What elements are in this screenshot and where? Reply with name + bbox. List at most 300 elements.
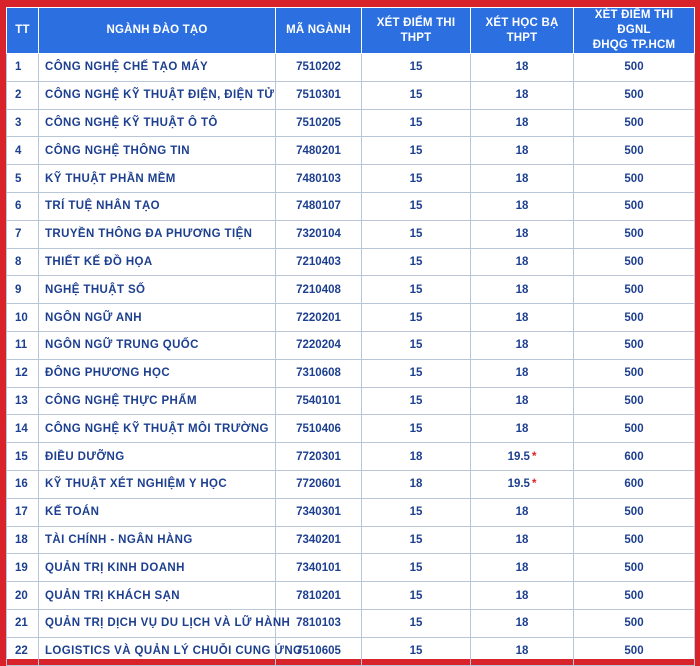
cell-tt-value: 18: [15, 533, 28, 546]
cell-tt: [7, 443, 39, 471]
cell-thpt-score: [362, 81, 471, 109]
header-dgnl-line2: ĐHQG TP.HCM: [592, 39, 676, 51]
cell-major-code: [276, 526, 362, 554]
cell-thpt-score: [362, 248, 471, 276]
cell-thpt-score: [362, 415, 471, 443]
cell-major-name-value: TRÍ TUỆ NHÂN TẠO: [45, 200, 161, 213]
cell-thpt-score-value: 15: [409, 61, 423, 74]
cell-tt-value: 8: [15, 255, 22, 268]
table-row: [7, 470, 695, 498]
cell-major-code-value: 7810201: [296, 589, 341, 602]
cell-dgnl-score-value: 500: [624, 255, 644, 268]
cell-dgnl-score: [574, 443, 695, 471]
cell-dgnl-score-value: 600: [624, 450, 644, 463]
cell-hocba-score-value: 18: [515, 144, 529, 157]
cell-hocba-score-value: 18: [515, 311, 529, 324]
cell-major-code-value: 7720301: [296, 450, 341, 463]
header-hocba-line1: XÉT HỌC BẠ: [485, 16, 559, 29]
cell-tt: [7, 498, 39, 526]
cell-hocba-score-value: 19.5: [507, 478, 530, 491]
cell-major-name: [39, 165, 276, 193]
cell-thpt-score-value: 15: [409, 200, 423, 213]
cell-dgnl-score-value: 500: [624, 422, 644, 435]
cell-tt: [7, 331, 39, 359]
cell-hocba-score-value: 18: [515, 533, 529, 546]
admission-table-frame: [6, 7, 694, 659]
cell-major-code-value: 7510605: [296, 645, 341, 658]
cell-thpt-score-value: 18: [409, 450, 423, 463]
cell-major-code: [276, 81, 362, 109]
cell-major-code-value: 7220204: [296, 339, 341, 352]
cell-major-code-value: 7340101: [296, 561, 341, 574]
cell-major-code: [276, 248, 362, 276]
cell-major-code: [276, 387, 362, 415]
cell-hocba-score: [471, 192, 574, 220]
cell-dgnl-score-value: 500: [624, 617, 644, 630]
cell-hocba-score: [471, 54, 574, 82]
cell-dgnl-score: [574, 304, 695, 332]
cell-major-name-value: CÔNG NGHỆ THÔNG TIN: [45, 144, 190, 157]
cell-tt-value: 10: [15, 311, 28, 324]
cell-tt-value: 4: [15, 144, 22, 157]
cell-hocba-score-value: 18: [515, 61, 529, 74]
cell-tt-value: 7: [15, 228, 22, 241]
cell-dgnl-score-value: 500: [624, 589, 644, 602]
cell-tt-value: 13: [15, 394, 28, 407]
cell-dgnl-score-value: 500: [624, 506, 644, 519]
cell-hocba-score-value: 18: [515, 89, 529, 102]
cell-hocba-score-value: 18: [515, 422, 529, 435]
cell-tt-value: 5: [15, 172, 22, 185]
cell-major-name: [39, 54, 276, 82]
cell-hocba-score-value: 18: [515, 116, 529, 129]
table-row: [7, 359, 695, 387]
cell-dgnl-score-value: 500: [624, 311, 644, 324]
cell-thpt-score: [362, 220, 471, 248]
cell-dgnl-score-value: 500: [624, 89, 644, 102]
cell-tt: [7, 304, 39, 332]
cell-major-code-value: 7340301: [296, 506, 341, 519]
cell-hocba-score: [471, 609, 574, 637]
cell-dgnl-score: [574, 220, 695, 248]
table-row: [7, 582, 695, 610]
cell-tt-value: 15: [15, 450, 28, 463]
table-row: [7, 637, 695, 665]
cell-thpt-score-value: 15: [409, 617, 423, 630]
cell-hocba-score: [471, 387, 574, 415]
cell-major-name-value: ĐIỀU DƯỠNG: [45, 450, 125, 463]
cell-major-name: [39, 359, 276, 387]
cell-hocba-score-value: 18: [515, 172, 529, 185]
cell-dgnl-score: [574, 415, 695, 443]
cell-dgnl-score-value: 600: [624, 478, 644, 491]
cell-major-name-value: CÔNG NGHỆ KỸ THUẬT ĐIỆN, ĐIỆN TỬ: [45, 89, 275, 102]
cell-thpt-score: [362, 554, 471, 582]
header-dgnl-score: [574, 8, 695, 54]
cell-tt: [7, 470, 39, 498]
cell-major-code-value: 7310608: [296, 367, 341, 380]
table-row: [7, 387, 695, 415]
cell-major-code: [276, 192, 362, 220]
cell-major-name: [39, 304, 276, 332]
header-hocba-score: [471, 8, 574, 54]
cell-major-name: [39, 498, 276, 526]
cell-thpt-score: [362, 304, 471, 332]
cell-dgnl-score: [574, 582, 695, 610]
cell-thpt-score-value: 15: [409, 116, 423, 129]
cell-major-code: [276, 331, 362, 359]
asterisk-note-marker: *: [531, 450, 537, 463]
header-thpt-score: [362, 8, 471, 54]
cell-thpt-score-value: 15: [409, 394, 423, 407]
cell-major-name-value: KỸ THUẬT PHẦN MỀM: [45, 172, 176, 185]
cell-thpt-score-value: 15: [409, 339, 423, 352]
cell-major-name-value: CÔNG NGHỆ KỸ THUẬT Ô TÔ: [45, 116, 218, 129]
cell-dgnl-score: [574, 165, 695, 193]
cell-major-code: [276, 498, 362, 526]
cell-major-name: [39, 554, 276, 582]
cell-hocba-score-value: 19.5: [507, 450, 530, 463]
cell-thpt-score-value: 15: [409, 283, 423, 296]
cell-dgnl-score: [574, 248, 695, 276]
cell-hocba-score-value: 18: [515, 589, 529, 602]
cell-hocba-score: [471, 415, 574, 443]
cell-dgnl-score: [574, 609, 695, 637]
cell-tt-value: 1: [15, 61, 22, 74]
cell-major-name: [39, 582, 276, 610]
cell-thpt-score-value: 15: [409, 172, 423, 185]
header-tt: TT: [7, 8, 39, 54]
cell-major-code: [276, 109, 362, 137]
cell-major-code: [276, 220, 362, 248]
cell-major-name-value: CÔNG NGHỆ THỰC PHẨM: [45, 394, 197, 407]
cell-thpt-score: [362, 331, 471, 359]
cell-major-name-value: KỸ THUẬT XÉT NGHIỆM Y HỌC: [45, 478, 228, 491]
cell-thpt-score: [362, 609, 471, 637]
cell-dgnl-score: [574, 276, 695, 304]
cell-hocba-score-value: 18: [515, 228, 529, 241]
cell-dgnl-score: [574, 192, 695, 220]
cell-major-name: [39, 443, 276, 471]
cell-hocba-score: [471, 276, 574, 304]
cell-dgnl-score: [574, 359, 695, 387]
header-dgnl-line1: XÉT ĐIỂM THI ĐGNL: [594, 9, 674, 36]
cell-tt: [7, 276, 39, 304]
cell-dgnl-score-value: 500: [624, 200, 644, 213]
cell-major-name-value: LOGISTICS VÀ QUẢN LÝ CHUỖI CUNG ỨNG: [45, 645, 303, 658]
cell-major-name: [39, 248, 276, 276]
table-row: [7, 109, 695, 137]
cell-tt-value: 2: [15, 89, 22, 102]
cell-major-name-value: QUẢN TRỊ KINH DOANH: [45, 561, 185, 574]
cell-major-name: [39, 137, 276, 165]
cell-thpt-score: [362, 276, 471, 304]
cell-thpt-score-value: 15: [409, 561, 423, 574]
cell-thpt-score: [362, 192, 471, 220]
cell-major-name-value: TÀI CHÍNH - NGÂN HÀNG: [45, 533, 193, 546]
cell-thpt-score-value: 15: [409, 645, 423, 658]
cell-major-name: [39, 387, 276, 415]
cell-major-name-value: KẾ TOÁN: [45, 506, 100, 519]
table-row: [7, 137, 695, 165]
cell-hocba-score-value: 18: [515, 617, 529, 630]
cell-hocba-score: [471, 470, 574, 498]
cell-thpt-score: [362, 165, 471, 193]
cell-major-code-value: 7720601: [296, 478, 341, 491]
table-header-row: [7, 8, 695, 54]
cell-dgnl-score: [574, 109, 695, 137]
table-row: [7, 276, 695, 304]
header-major-name: NGÀNH ĐÀO TẠO: [39, 8, 276, 54]
cell-dgnl-score-value: 500: [624, 394, 644, 407]
cell-dgnl-score-value: 500: [624, 645, 644, 658]
cell-tt-value: 19: [15, 561, 28, 574]
cell-thpt-score-value: 15: [409, 228, 423, 241]
cell-major-code-value: 7220201: [296, 311, 341, 324]
cell-dgnl-score-value: 500: [624, 339, 644, 352]
cell-major-code-value: 7510205: [296, 116, 341, 129]
cell-hocba-score: [471, 498, 574, 526]
table-row: [7, 526, 695, 554]
cell-major-code: [276, 137, 362, 165]
cell-hocba-score: [471, 582, 574, 610]
cell-major-code: [276, 582, 362, 610]
cell-hocba-score: [471, 248, 574, 276]
cell-major-name: [39, 470, 276, 498]
cell-major-name-value: CÔNG NGHỆ CHẾ TẠO MÁY: [45, 61, 209, 74]
cell-major-name: [39, 109, 276, 137]
admission-score-table: [6, 7, 695, 666]
table-row: [7, 554, 695, 582]
table-row: [7, 54, 695, 82]
cell-dgnl-score: [574, 554, 695, 582]
header-thpt-line2: THPT: [400, 31, 432, 44]
cell-major-name: [39, 415, 276, 443]
header-thpt-line1: XÉT ĐIỂM THI: [376, 16, 456, 29]
cell-major-code-value: 7510301: [296, 89, 341, 102]
cell-thpt-score-value: 15: [409, 506, 423, 519]
cell-major-code-value: 7340201: [296, 533, 341, 546]
cell-dgnl-score: [574, 526, 695, 554]
cell-major-code-value: 7510406: [296, 422, 341, 435]
cell-thpt-score: [362, 137, 471, 165]
cell-major-code-value: 7540101: [296, 394, 341, 407]
cell-thpt-score-value: 18: [409, 478, 423, 491]
cell-thpt-score-value: 15: [409, 422, 423, 435]
cell-tt-value: 20: [15, 589, 28, 602]
cell-major-code-value: 7210408: [296, 283, 341, 296]
cell-thpt-score: [362, 498, 471, 526]
cell-thpt-score: [362, 582, 471, 610]
table-row: [7, 443, 695, 471]
cell-major-code-value: 7320104: [296, 228, 341, 241]
cell-hocba-score-value: 18: [515, 394, 529, 407]
cell-tt-value: 16: [15, 478, 28, 491]
cell-major-code: [276, 304, 362, 332]
cell-major-name: [39, 526, 276, 554]
cell-dgnl-score-value: 500: [624, 172, 644, 185]
cell-major-code-value: 7480107: [296, 200, 341, 213]
cell-dgnl-score-value: 500: [624, 116, 644, 129]
cell-thpt-score: [362, 443, 471, 471]
cell-major-code: [276, 359, 362, 387]
cell-dgnl-score-value: 500: [624, 61, 644, 74]
cell-hocba-score-value: 18: [515, 506, 529, 519]
cell-hocba-score: [471, 220, 574, 248]
cell-thpt-score: [362, 387, 471, 415]
cell-thpt-score-value: 15: [409, 589, 423, 602]
cell-hocba-score: [471, 359, 574, 387]
cell-major-name: [39, 192, 276, 220]
table-row: [7, 220, 695, 248]
cell-hocba-score: [471, 443, 574, 471]
cell-hocba-score: [471, 81, 574, 109]
cell-thpt-score-value: 15: [409, 89, 423, 102]
table-row: [7, 331, 695, 359]
cell-tt: [7, 609, 39, 637]
cell-tt: [7, 54, 39, 82]
cell-major-code-value: 7510202: [296, 61, 341, 74]
header-hocba-line2: THPT: [506, 31, 538, 44]
table-row: [7, 498, 695, 526]
cell-dgnl-score-value: 500: [624, 367, 644, 380]
cell-major-name-value: NGHỆ THUẬT SỐ: [45, 283, 146, 296]
cell-tt: [7, 526, 39, 554]
cell-dgnl-score: [574, 137, 695, 165]
cell-tt: [7, 359, 39, 387]
cell-major-code: [276, 470, 362, 498]
table-row: [7, 165, 695, 193]
cell-hocba-score: [471, 165, 574, 193]
cell-thpt-score-value: 15: [409, 255, 423, 268]
cell-dgnl-score: [574, 387, 695, 415]
cell-major-code: [276, 443, 362, 471]
table-row: [7, 415, 695, 443]
cell-tt-value: 3: [15, 116, 22, 129]
cell-dgnl-score-value: 500: [624, 283, 644, 296]
cell-tt: [7, 137, 39, 165]
cell-thpt-score: [362, 54, 471, 82]
cell-hocba-score: [471, 637, 574, 665]
cell-hocba-score: [471, 331, 574, 359]
cell-hocba-score-value: 18: [515, 200, 529, 213]
cell-major-name-value: TRUYỀN THÔNG ĐA PHƯƠNG TIỆN: [45, 228, 253, 241]
cell-major-name: [39, 276, 276, 304]
cell-major-name: [39, 81, 276, 109]
cell-tt-value: 9: [15, 283, 22, 296]
cell-dgnl-score: [574, 637, 695, 665]
cell-major-name-value: QUẢN TRỊ DỊCH VỤ DU LỊCH VÀ LỮ HÀNH: [45, 617, 291, 630]
cell-dgnl-score: [574, 470, 695, 498]
cell-major-name: [39, 609, 291, 637]
cell-thpt-score: [362, 470, 471, 498]
table-row: [7, 81, 695, 109]
cell-tt: [7, 109, 39, 137]
cell-major-name: [39, 637, 303, 665]
cell-tt: [7, 81, 39, 109]
cell-tt: [7, 248, 39, 276]
cell-major-name-value: CÔNG NGHỆ KỸ THUẬT MÔI TRƯỜNG: [45, 422, 269, 435]
cell-tt: [7, 582, 39, 610]
cell-hocba-score: [471, 304, 574, 332]
cell-tt: [7, 165, 39, 193]
cell-tt-value: 17: [15, 506, 28, 519]
cell-major-name-value: THIẾT KẾ ĐỒ HỌA: [45, 255, 153, 268]
cell-major-name-value: NGÔN NGỮ ANH: [45, 311, 142, 324]
cell-hocba-score: [471, 554, 574, 582]
cell-major-code-value: 7810103: [296, 617, 341, 630]
cell-tt: [7, 415, 39, 443]
header-major-code: MÃ NGÀNH: [276, 8, 362, 54]
cell-major-code: [276, 554, 362, 582]
cell-thpt-score-value: 15: [409, 144, 423, 157]
cell-tt: [7, 220, 39, 248]
asterisk-note-marker: *: [531, 478, 537, 491]
cell-thpt-score: [362, 359, 471, 387]
cell-tt: [7, 387, 39, 415]
cell-tt-value: 12: [15, 367, 28, 380]
cell-tt: [7, 554, 39, 582]
cell-major-code-value: 7210403: [296, 255, 341, 268]
cell-dgnl-score: [574, 331, 695, 359]
cell-hocba-score: [471, 109, 574, 137]
table-row: [7, 609, 695, 637]
cell-hocba-score-value: 18: [515, 367, 529, 380]
cell-hocba-score-value: 18: [515, 339, 529, 352]
cell-thpt-score-value: 15: [409, 311, 423, 324]
cell-dgnl-score: [574, 54, 695, 82]
cell-hocba-score-value: 18: [515, 283, 529, 296]
cell-dgnl-score-value: 500: [624, 144, 644, 157]
cell-tt-value: 21: [15, 617, 28, 630]
cell-major-name: [39, 220, 276, 248]
cell-tt: [7, 637, 39, 665]
cell-major-code: [276, 54, 362, 82]
cell-dgnl-score: [574, 498, 695, 526]
cell-hocba-score: [471, 526, 574, 554]
cell-major-name-value: NGÔN NGỮ TRUNG QUỐC: [45, 339, 199, 352]
table-row: [7, 192, 695, 220]
cell-thpt-score-value: 15: [409, 533, 423, 546]
cell-thpt-score-value: 15: [409, 367, 423, 380]
cell-thpt-score: [362, 526, 471, 554]
cell-tt-value: 22: [15, 645, 28, 658]
cell-dgnl-score: [574, 81, 695, 109]
cell-major-code-value: 7480201: [296, 144, 341, 157]
cell-major-name-value: ĐÔNG PHƯƠNG HỌC: [45, 367, 171, 380]
table-row: [7, 304, 695, 332]
cell-major-code: [276, 276, 362, 304]
cell-dgnl-score-value: 500: [624, 228, 644, 241]
cell-major-name: [39, 331, 276, 359]
cell-major-code: [276, 165, 362, 193]
cell-thpt-score: [362, 109, 471, 137]
cell-tt: [7, 192, 39, 220]
cell-major-code-value: 7480103: [296, 172, 341, 185]
cell-tt-value: 6: [15, 200, 22, 213]
cell-hocba-score: [471, 137, 574, 165]
cell-dgnl-score-value: 500: [624, 561, 644, 574]
cell-dgnl-score-value: 500: [624, 533, 644, 546]
cell-hocba-score-value: 18: [515, 255, 529, 268]
cell-major-code: [276, 415, 362, 443]
table-row: [7, 248, 695, 276]
cell-hocba-score-value: 18: [515, 561, 529, 574]
cell-hocba-score-value: 18: [515, 645, 529, 658]
cell-thpt-score: [362, 637, 471, 665]
cell-tt-value: 14: [15, 422, 28, 435]
cell-major-name-value: QUẢN TRỊ KHÁCH SẠN: [45, 589, 180, 602]
